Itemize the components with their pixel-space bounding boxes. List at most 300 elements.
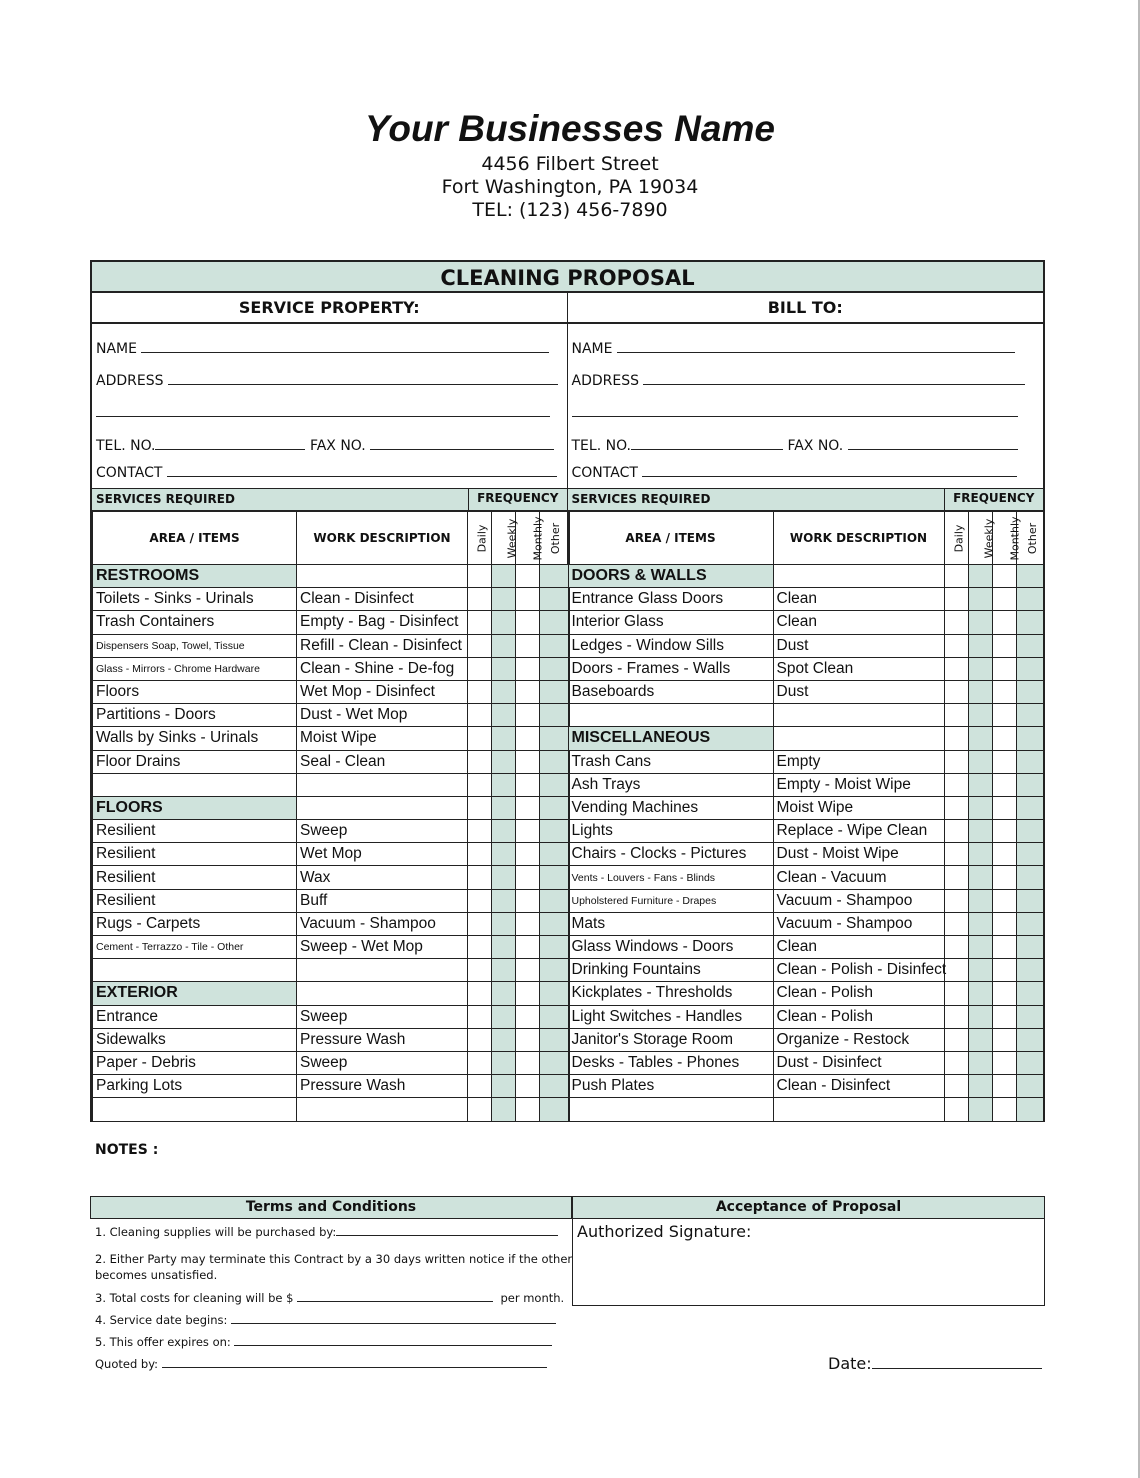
service-row xyxy=(93,912,570,935)
monthly-checkbox-cell[interactable] xyxy=(516,1005,540,1028)
work-description: Organize - Restock xyxy=(773,1028,944,1051)
monthly-checkbox-cell[interactable] xyxy=(516,634,540,657)
section-row xyxy=(93,565,570,588)
sp-address-label: ADDRESS xyxy=(96,373,164,389)
monthly-checkbox-cell[interactable] xyxy=(992,982,1016,1005)
monthly-checkbox-cell[interactable] xyxy=(516,680,540,703)
other-checkbox-cell[interactable] xyxy=(540,634,570,657)
other-checkbox-cell[interactable] xyxy=(1016,727,1043,750)
weekly-checkbox-cell[interactable] xyxy=(492,611,516,634)
service-row xyxy=(568,634,1043,657)
other-checkbox-cell[interactable] xyxy=(540,611,570,634)
service-row xyxy=(568,704,1043,727)
term-supplies[interactable] xyxy=(95,1224,558,1240)
service-row xyxy=(93,866,570,889)
work-description: Wet Mop - Disinfect xyxy=(297,680,468,703)
other-checkbox-cell[interactable] xyxy=(1016,959,1043,982)
service-row xyxy=(568,773,1043,796)
other-checkbox-cell[interactable] xyxy=(540,1005,570,1028)
monthly-header xyxy=(516,512,545,565)
monthly-checkbox-cell[interactable] xyxy=(992,866,1016,889)
authorized-signature-field[interactable]: Authorized Signature: xyxy=(577,1222,752,1241)
other-checkbox-cell[interactable] xyxy=(540,565,570,588)
monthly-checkbox-cell[interactable] xyxy=(516,796,540,819)
other-checkbox-cell[interactable] xyxy=(1016,936,1043,959)
weekly-checkbox-cell[interactable] xyxy=(968,704,992,727)
weekly-checkbox-cell[interactable] xyxy=(968,1028,992,1051)
area-item: Baseboards xyxy=(568,680,773,703)
work-description: Clean - Polish xyxy=(773,1005,944,1028)
daily-checkbox-cell[interactable] xyxy=(944,750,968,773)
monthly-checkbox-cell[interactable] xyxy=(992,657,1016,680)
other-checkbox-cell[interactable] xyxy=(540,889,570,912)
term-termination: 2. Either Party may terminate this Contract by a 30 days written notice if the other xyxy=(95,1252,573,1266)
daily-checkbox-cell[interactable] xyxy=(944,1028,968,1051)
weekly-checkbox-cell[interactable] xyxy=(968,680,992,703)
daily-checkbox-cell[interactable] xyxy=(944,657,968,680)
other-checkbox-cell[interactable] xyxy=(540,866,570,889)
term-quoted-by-line[interactable] xyxy=(162,1356,547,1368)
daily-checkbox-cell[interactable] xyxy=(944,727,968,750)
bt-address-field[interactable] xyxy=(572,370,1026,389)
sp-address-line[interactable] xyxy=(168,370,558,385)
monthly-checkbox-cell[interactable] xyxy=(516,912,540,935)
weekly-checkbox-cell[interactable] xyxy=(492,750,516,773)
other-checkbox-cell[interactable] xyxy=(1016,773,1043,796)
daily-checkbox-cell[interactable] xyxy=(944,936,968,959)
monthly-checkbox-cell[interactable] xyxy=(516,959,540,982)
bt-contact-label: CONTACT xyxy=(571,465,638,481)
other-checkbox-cell[interactable] xyxy=(540,727,570,750)
weekly-checkbox-cell[interactable] xyxy=(968,796,992,819)
bt-fax-label: FAX NO. xyxy=(787,438,844,454)
weekly-checkbox-cell[interactable] xyxy=(968,820,992,843)
sp-address-field[interactable] xyxy=(96,370,558,389)
area-item: Partitions - Doors xyxy=(93,704,297,727)
service-row xyxy=(568,982,1043,1005)
work-description: Dust xyxy=(773,680,944,703)
daily-checkbox-cell[interactable] xyxy=(468,866,492,889)
other-checkbox-cell[interactable] xyxy=(1016,680,1043,703)
area-item: Resilient xyxy=(93,889,297,912)
section-heading: FLOORS xyxy=(93,796,297,819)
left-services xyxy=(90,488,568,1122)
weekly-checkbox-cell[interactable] xyxy=(492,773,516,796)
right-services xyxy=(568,488,1046,1122)
work-description: Moist Wipe xyxy=(773,796,944,819)
monthly-checkbox-cell[interactable] xyxy=(992,565,1016,588)
other-checkbox-cell[interactable] xyxy=(1016,1075,1043,1098)
monthly-checkbox-cell[interactable] xyxy=(516,936,540,959)
work-description xyxy=(297,959,468,982)
service-row xyxy=(93,611,570,634)
daily-label: Daily xyxy=(475,524,489,553)
monthly-checkbox-cell[interactable] xyxy=(992,704,1016,727)
monthly-checkbox-cell[interactable] xyxy=(516,588,540,611)
daily-checkbox-cell[interactable] xyxy=(468,912,492,935)
service-row xyxy=(568,1005,1043,1028)
other-checkbox-cell[interactable] xyxy=(1016,565,1043,588)
monthly-checkbox-cell[interactable] xyxy=(516,1028,540,1051)
monthly-checkbox-cell[interactable] xyxy=(992,912,1016,935)
monthly-header xyxy=(992,512,1022,565)
weekly-checkbox-cell[interactable] xyxy=(968,657,992,680)
monthly-checkbox-cell[interactable] xyxy=(516,750,540,773)
date-line[interactable] xyxy=(872,1352,1042,1369)
bt-name-line[interactable] xyxy=(617,338,1015,353)
weekly-checkbox-cell[interactable] xyxy=(492,704,516,727)
area-item: Cement - Terrazzo - Tile - Other xyxy=(93,936,297,959)
weekly-header xyxy=(492,512,519,565)
weekly-checkbox-cell[interactable] xyxy=(492,866,516,889)
monthly-checkbox-cell[interactable] xyxy=(992,1051,1016,1074)
daily-checkbox-cell[interactable] xyxy=(468,750,492,773)
daily-checkbox-cell[interactable] xyxy=(944,820,968,843)
other-checkbox-cell[interactable] xyxy=(540,588,570,611)
daily-checkbox-cell[interactable] xyxy=(468,982,492,1005)
daily-checkbox-cell[interactable] xyxy=(944,1075,968,1098)
monthly-checkbox-cell[interactable] xyxy=(516,657,540,680)
monthly-checkbox-cell[interactable] xyxy=(992,1005,1016,1028)
area-item: Entrance Glass Doors xyxy=(568,588,773,611)
weekly-checkbox-cell[interactable] xyxy=(492,843,516,866)
bill-to-fields xyxy=(568,324,1044,488)
party-info xyxy=(90,293,1045,488)
weekly-checkbox-cell[interactable] xyxy=(492,1075,516,1098)
daily-checkbox-cell[interactable] xyxy=(944,796,968,819)
other-checkbox-cell[interactable] xyxy=(1016,889,1043,912)
area-item: Walls by Sinks - Urinals xyxy=(93,727,297,750)
daily-checkbox-cell[interactable] xyxy=(468,611,492,634)
service-row xyxy=(93,704,570,727)
weekly-checkbox-cell[interactable] xyxy=(492,588,516,611)
weekly-checkbox-cell[interactable] xyxy=(968,611,992,634)
weekly-checkbox-cell[interactable] xyxy=(968,588,992,611)
term-expiry[interactable] xyxy=(95,1334,552,1350)
term-total-cost[interactable] xyxy=(95,1290,564,1306)
other-checkbox-cell[interactable] xyxy=(540,704,570,727)
terms-box xyxy=(90,1196,573,1371)
weekly-checkbox-cell[interactable] xyxy=(968,634,992,657)
weekly-checkbox-cell[interactable] xyxy=(492,1051,516,1074)
daily-checkbox-cell[interactable] xyxy=(468,889,492,912)
weekly-checkbox-cell[interactable] xyxy=(968,889,992,912)
bt-address-line-2-rule[interactable] xyxy=(572,402,1018,417)
weekly-checkbox-cell[interactable] xyxy=(492,936,516,959)
monthly-checkbox-cell[interactable] xyxy=(992,1028,1016,1051)
bill-to-column xyxy=(568,293,1046,488)
bt-contact-line[interactable] xyxy=(642,462,1017,477)
monthly-checkbox-cell[interactable] xyxy=(516,565,540,588)
daily-checkbox-cell[interactable] xyxy=(944,1051,968,1074)
bt-tel-fax-field[interactable] xyxy=(572,435,1018,454)
daily-checkbox-cell[interactable] xyxy=(468,727,492,750)
weekly-checkbox-cell[interactable] xyxy=(492,820,516,843)
other-checkbox-cell[interactable] xyxy=(1016,657,1043,680)
other-checkbox-cell[interactable] xyxy=(540,1051,570,1074)
daily-checkbox-cell[interactable] xyxy=(944,634,968,657)
terms-heading: Terms and Conditions xyxy=(90,1196,572,1219)
daily-checkbox-cell[interactable] xyxy=(944,912,968,935)
weekly-checkbox-cell[interactable] xyxy=(492,634,516,657)
daily-checkbox-cell[interactable] xyxy=(468,704,492,727)
monthly-checkbox-cell[interactable] xyxy=(992,843,1016,866)
daily-checkbox-cell[interactable] xyxy=(468,959,492,982)
daily-checkbox-cell[interactable] xyxy=(944,959,968,982)
daily-checkbox-cell[interactable] xyxy=(468,1028,492,1051)
work-description: Empty - Bag - Disinfect xyxy=(297,611,468,634)
area-item: Resilient xyxy=(93,843,297,866)
other-checkbox-cell[interactable] xyxy=(540,680,570,703)
daily-checkbox-cell[interactable] xyxy=(944,843,968,866)
monthly-checkbox-cell[interactable] xyxy=(992,959,1016,982)
other-checkbox-cell[interactable] xyxy=(1016,843,1043,866)
daily-checkbox-cell[interactable] xyxy=(468,773,492,796)
work-description: Sweep xyxy=(297,1005,468,1028)
daily-checkbox-cell[interactable] xyxy=(468,634,492,657)
other-checkbox-cell[interactable] xyxy=(540,750,570,773)
other-checkbox-cell[interactable] xyxy=(540,843,570,866)
other-checkbox-cell[interactable] xyxy=(540,773,570,796)
bt-address-line-2[interactable] xyxy=(572,402,1018,421)
daily-checkbox-cell[interactable] xyxy=(944,565,968,588)
weekly-checkbox-cell[interactable] xyxy=(968,727,992,750)
weekly-checkbox-cell[interactable] xyxy=(968,1098,992,1121)
work-description: Pressure Wash xyxy=(297,1075,468,1098)
sp-tel-fax-field[interactable] xyxy=(96,435,554,454)
weekly-checkbox-cell[interactable] xyxy=(968,936,992,959)
weekly-checkbox-cell[interactable] xyxy=(968,866,992,889)
monthly-checkbox-cell[interactable] xyxy=(992,680,1016,703)
daily-checkbox-cell[interactable] xyxy=(468,680,492,703)
service-row xyxy=(93,1098,570,1121)
monthly-checkbox-cell[interactable] xyxy=(516,1051,540,1074)
monthly-checkbox-cell[interactable] xyxy=(992,611,1016,634)
work-description: Dust - Wet Mop xyxy=(297,704,468,727)
daily-checkbox-cell[interactable] xyxy=(944,611,968,634)
sp-tel-line[interactable] xyxy=(155,435,305,450)
monthly-checkbox-cell[interactable] xyxy=(992,1075,1016,1098)
bt-tel-line[interactable] xyxy=(631,435,783,450)
other-checkbox-cell[interactable] xyxy=(1016,1051,1043,1074)
monthly-checkbox-cell[interactable] xyxy=(516,1075,540,1098)
daily-checkbox-cell[interactable] xyxy=(944,1098,968,1121)
monthly-checkbox-cell[interactable] xyxy=(992,889,1016,912)
other-checkbox-cell[interactable] xyxy=(540,1098,570,1121)
other-checkbox-cell[interactable] xyxy=(540,1028,570,1051)
service-row xyxy=(568,959,1043,982)
other-checkbox-cell[interactable] xyxy=(540,936,570,959)
proposal-form xyxy=(90,260,1045,1122)
right-services-header xyxy=(568,488,1044,511)
other-checkbox-cell[interactable] xyxy=(1016,634,1043,657)
service-row xyxy=(93,657,570,680)
daily-checkbox-cell[interactable] xyxy=(468,1075,492,1098)
daily-checkbox-cell[interactable] xyxy=(944,680,968,703)
bt-contact-field[interactable] xyxy=(572,462,1018,481)
other-checkbox-cell[interactable] xyxy=(1016,820,1043,843)
other-checkbox-cell[interactable] xyxy=(540,912,570,935)
daily-checkbox-cell[interactable] xyxy=(944,588,968,611)
weekly-label: Weekly xyxy=(505,518,519,559)
monthly-checkbox-cell[interactable] xyxy=(516,889,540,912)
bt-tel-label: TEL. NO. xyxy=(571,438,631,454)
monthly-checkbox-cell[interactable] xyxy=(992,750,1016,773)
other-checkbox-cell[interactable] xyxy=(1016,588,1043,611)
other-checkbox-cell[interactable] xyxy=(1016,750,1043,773)
monthly-checkbox-cell[interactable] xyxy=(992,796,1016,819)
weekly-checkbox-cell[interactable] xyxy=(492,889,516,912)
other-checkbox-cell[interactable] xyxy=(1016,796,1043,819)
weekly-checkbox-cell[interactable] xyxy=(492,1028,516,1051)
daily-checkbox-cell[interactable] xyxy=(944,704,968,727)
daily-checkbox-cell[interactable] xyxy=(944,1005,968,1028)
monthly-checkbox-cell[interactable] xyxy=(516,1098,540,1121)
daily-checkbox-cell[interactable] xyxy=(944,982,968,1005)
service-property-column xyxy=(90,293,568,488)
other-checkbox-cell[interactable] xyxy=(540,657,570,680)
weekly-checkbox-cell[interactable] xyxy=(492,912,516,935)
bt-name-field[interactable] xyxy=(572,338,1015,357)
weekly-checkbox-cell[interactable] xyxy=(492,727,516,750)
sp-contact-line[interactable] xyxy=(167,462,557,477)
other-checkbox-cell[interactable] xyxy=(1016,704,1043,727)
term-supplies-line[interactable] xyxy=(336,1224,558,1236)
daily-checkbox-cell[interactable] xyxy=(468,820,492,843)
weekly-checkbox-cell[interactable] xyxy=(968,1051,992,1074)
monthly-checkbox-cell[interactable] xyxy=(992,588,1016,611)
other-checkbox-cell[interactable] xyxy=(1016,1028,1043,1051)
daily-checkbox-cell[interactable] xyxy=(468,843,492,866)
daily-checkbox-cell[interactable] xyxy=(468,657,492,680)
work-description: Dust - Disinfect xyxy=(773,1051,944,1074)
bt-address-line[interactable] xyxy=(643,370,1025,385)
weekly-checkbox-cell[interactable] xyxy=(968,959,992,982)
area-item: Sidewalks xyxy=(93,1028,297,1051)
other-checkbox-cell[interactable] xyxy=(1016,1098,1043,1121)
weekly-checkbox-cell[interactable] xyxy=(492,1005,516,1028)
daily-checkbox-cell[interactable] xyxy=(468,1051,492,1074)
area-item: Vending Machines xyxy=(568,796,773,819)
monthly-checkbox-cell[interactable] xyxy=(992,634,1016,657)
daily-checkbox-cell[interactable] xyxy=(944,773,968,796)
sp-address-line-2[interactable] xyxy=(96,402,550,421)
daily-checkbox-cell[interactable] xyxy=(468,1098,492,1121)
sp-contact-field[interactable] xyxy=(96,462,557,481)
monthly-checkbox-cell[interactable] xyxy=(992,727,1016,750)
daily-checkbox-cell[interactable] xyxy=(468,796,492,819)
area-item: Ledges - Window Sills xyxy=(568,634,773,657)
weekly-checkbox-cell[interactable] xyxy=(492,657,516,680)
daily-checkbox-cell[interactable] xyxy=(944,866,968,889)
other-checkbox-cell[interactable] xyxy=(1016,912,1043,935)
monthly-checkbox-cell[interactable] xyxy=(992,820,1016,843)
date-label: Date: xyxy=(828,1354,872,1373)
work-description: Replace - Wipe Clean xyxy=(773,820,944,843)
service-row xyxy=(568,680,1043,703)
daily-header xyxy=(944,512,968,565)
area-item: Kickplates - Thresholds xyxy=(568,982,773,1005)
daily-checkbox-cell[interactable] xyxy=(468,588,492,611)
weekly-checkbox-cell[interactable] xyxy=(492,565,516,588)
work-description: Seal - Clean xyxy=(297,750,468,773)
term-total-cost-line[interactable] xyxy=(297,1290,493,1302)
weekly-checkbox-cell[interactable] xyxy=(492,796,516,819)
term-quoted-by[interactable] xyxy=(95,1356,547,1372)
other-checkbox-cell[interactable] xyxy=(1016,1005,1043,1028)
other-checkbox-cell[interactable] xyxy=(540,1075,570,1098)
work-description: Pressure Wash xyxy=(297,1028,468,1051)
area-items-header: AREA / ITEMS xyxy=(93,512,297,565)
term-service-date-line[interactable] xyxy=(231,1312,556,1324)
service-row xyxy=(568,866,1043,889)
weekly-checkbox-cell[interactable] xyxy=(968,750,992,773)
bt-fax-line[interactable] xyxy=(848,435,1018,450)
other-checkbox-cell[interactable] xyxy=(540,982,570,1005)
monthly-checkbox-cell[interactable] xyxy=(516,611,540,634)
work-description: Clean - Polish - Disinfect xyxy=(773,959,944,982)
monthly-checkbox-cell[interactable] xyxy=(516,773,540,796)
weekly-checkbox-cell[interactable] xyxy=(968,982,992,1005)
weekly-checkbox-cell[interactable] xyxy=(492,680,516,703)
right-column-headers xyxy=(568,512,1043,565)
weekly-checkbox-cell[interactable] xyxy=(968,773,992,796)
area-item: Lights xyxy=(568,820,773,843)
monthly-checkbox-cell[interactable] xyxy=(516,982,540,1005)
daily-checkbox-cell[interactable] xyxy=(468,565,492,588)
daily-checkbox-cell[interactable] xyxy=(468,936,492,959)
term-service-date[interactable] xyxy=(95,1312,556,1328)
weekly-checkbox-cell[interactable] xyxy=(968,912,992,935)
service-row xyxy=(93,1051,570,1074)
monthly-checkbox-cell[interactable] xyxy=(992,773,1016,796)
weekly-checkbox-cell[interactable] xyxy=(968,843,992,866)
other-checkbox-cell[interactable] xyxy=(540,959,570,982)
weekly-checkbox-cell[interactable] xyxy=(968,1075,992,1098)
work-description: Sweep xyxy=(297,1051,468,1074)
other-checkbox-cell[interactable] xyxy=(1016,611,1043,634)
weekly-checkbox-cell[interactable] xyxy=(492,1098,516,1121)
sp-address-line-2-rule[interactable] xyxy=(96,402,550,417)
monthly-checkbox-cell[interactable] xyxy=(992,1098,1016,1121)
sp-fax-line[interactable] xyxy=(370,435,554,450)
weekly-checkbox-cell[interactable] xyxy=(492,982,516,1005)
sp-name-field[interactable] xyxy=(96,338,549,357)
work-description: Sweep xyxy=(297,820,468,843)
area-item: Rugs - Carpets xyxy=(93,912,297,935)
date-field[interactable] xyxy=(828,1352,1042,1373)
other-checkbox-cell[interactable] xyxy=(540,820,570,843)
daily-checkbox-cell[interactable] xyxy=(944,889,968,912)
other-checkbox-cell[interactable] xyxy=(1016,982,1043,1005)
other-checkbox-cell[interactable] xyxy=(540,796,570,819)
monthly-checkbox-cell[interactable] xyxy=(516,843,540,866)
monthly-checkbox-cell[interactable] xyxy=(516,727,540,750)
work-description: Vacuum - Shampoo xyxy=(297,912,468,935)
monthly-checkbox-cell[interactable] xyxy=(516,704,540,727)
other-checkbox-cell[interactable] xyxy=(1016,866,1043,889)
weekly-checkbox-cell[interactable] xyxy=(968,565,992,588)
monthly-checkbox-cell[interactable] xyxy=(516,820,540,843)
sp-name-line[interactable] xyxy=(141,338,549,353)
work-description: Clean xyxy=(773,588,944,611)
daily-checkbox-cell[interactable] xyxy=(468,1005,492,1028)
term-expiry-line[interactable] xyxy=(234,1334,552,1346)
monthly-checkbox-cell[interactable] xyxy=(516,866,540,889)
weekly-checkbox-cell[interactable] xyxy=(492,959,516,982)
monthly-checkbox-cell[interactable] xyxy=(992,936,1016,959)
weekly-checkbox-cell[interactable] xyxy=(968,1005,992,1028)
